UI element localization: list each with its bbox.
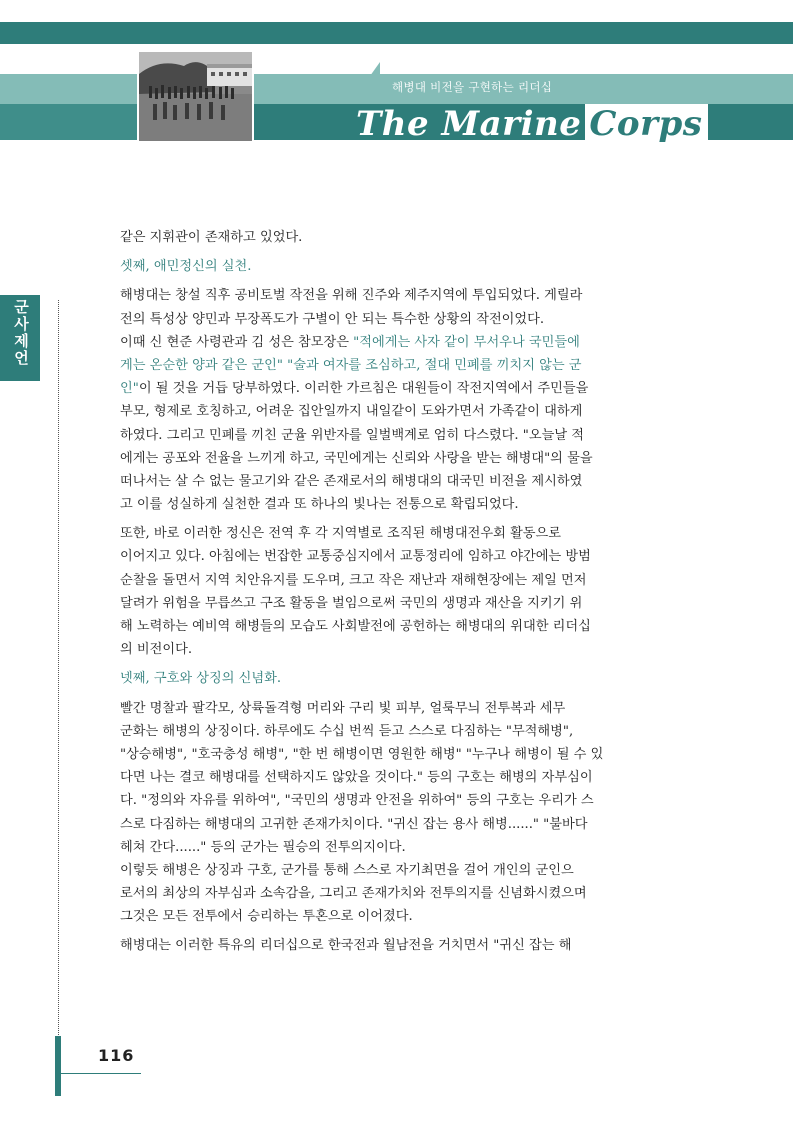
header-left-shade	[0, 104, 140, 140]
text-line	[120, 522, 680, 545]
text-line	[120, 813, 680, 836]
text-segment: 달려가 위험을 무릅쓰고 구조 활동을 벌임으로써 국민의 생명과 재산을 지키기 위	[120, 595, 583, 611]
paragraph	[120, 522, 680, 661]
text-line	[120, 400, 680, 423]
text-segment: 이어지고 있다. 아침에는 번잡한 교통중심지에서 교통정리에 임하고 야간에는 방범	[120, 549, 591, 565]
text-segment: 이렇듯 해병은 상징과 구호, 군가를 통해 스스로 자기최면을 걸어 개인의 군인으	[120, 862, 574, 878]
text-segment: 스로 다짐하는 해병대의 고귀한 존재가치이다. "귀신 잡는 용사 해병......" "불바다	[120, 816, 588, 832]
header-subtitle: 해병대 비전을 구현하는 리더십	[392, 80, 553, 94]
text-segment: 다. "정의와 자유를 위하여", "국민의 생명과 안전을 위하여" 등의 구호는 우리가 스	[120, 793, 594, 809]
text-line	[120, 255, 680, 278]
text-segment: 의 비전이다.	[120, 642, 193, 658]
highlighted-quote: 게는 온순한 양과 같은 군인" "술과 여자를 조심하고, 절대 민폐를 끼치지 않는 군	[120, 357, 582, 373]
text-segment: 떠나서는 살 수 없는 물고기와 같은 존재로서의 해병대의 대국민 비전을 제시하였	[120, 473, 583, 489]
text-segment: 빨간 명찰과 팔각모, 상륙돌격형 머리와 구리 빛 피부, 얼룩무늬 전투복과 세무	[120, 700, 566, 716]
margin-dotted-line	[58, 300, 59, 1035]
text-segment: 순찰을 돌면서 지역 치안유지를 도우며, 크고 작은 재난과 재해현장에는 제일 먼저	[120, 572, 587, 588]
section-heading: 넷째, 구호와 상징의 신념화.	[120, 671, 282, 687]
paragraph	[120, 667, 680, 690]
text-line	[120, 331, 680, 354]
article-body	[120, 226, 680, 958]
text-line	[120, 743, 680, 766]
text-line	[120, 284, 680, 307]
side-tab-label: 군사제언	[12, 299, 30, 367]
text-line	[120, 836, 680, 859]
text-segment: "상승해병", "호국충성 해병", "한 번 해병이면 영원한 해병" "누구나 해병이 될 수 있	[120, 746, 604, 762]
footer-bar	[55, 1036, 61, 1096]
paragraph	[120, 255, 680, 278]
paragraph	[120, 226, 680, 249]
text-segment: 같은 지휘관이 존재하고 있었다.	[120, 230, 303, 245]
paragraph	[120, 697, 680, 929]
text-line	[120, 470, 680, 493]
text-line	[120, 592, 680, 615]
text-line	[120, 905, 680, 928]
text-segment: 또한, 바로 이러한 정신은 전역 후 각 지역별로 조직된 해병대전우회 활동으로	[120, 526, 562, 542]
text-line	[120, 667, 680, 690]
paragraph	[120, 934, 680, 957]
text-line	[120, 493, 680, 516]
text-segment: 이때 신 현준 사령관과 김 성은 참모장은	[120, 334, 354, 350]
text-line	[120, 697, 680, 720]
text-line	[120, 882, 680, 905]
text-line	[120, 545, 680, 568]
marines-training-photo	[139, 52, 252, 141]
text-segment: 고 이를 성실하게 실천한 결과 또 하나의 빛나는 전통으로 확립되었다.	[120, 497, 519, 513]
text-line	[120, 377, 680, 400]
text-segment: 전의 특성상 양민과 무장폭도가 구별이 안 되는 특수한 상황의 작전이었다.	[120, 311, 545, 327]
text-line	[120, 308, 680, 331]
text-line	[120, 934, 680, 957]
paragraph	[120, 284, 680, 516]
text-line	[120, 226, 680, 249]
text-segment: 하였다. 그리고 민폐를 끼친 군율 위반자를 일벌백계로 엄히 다스렸다. "오늘날 적	[120, 427, 585, 443]
text-segment: 군화는 해병의 상징이다. 하루에도 수십 번씩 듣고 스스로 다짐하는 "무적해병",	[120, 723, 574, 739]
highlighted-quote: "적에게는 사자 같이 무서우나 국민들에	[353, 334, 580, 350]
text-line	[120, 615, 680, 638]
section-heading: 셋째, 애민정신의 실천.	[120, 259, 252, 275]
text-segment: 에게는 공포와 전율을 느끼게 하고, 국민에게는 신뢰와 사랑을 받는 해병대"의 물을	[120, 450, 593, 466]
text-line	[120, 424, 680, 447]
side-tab-gap	[40, 295, 48, 381]
header-title-part1: The Marine	[356, 104, 582, 144]
text-segment: 해병대는 창설 직후 공비토벌 작전을 위해 진주와 제주지역에 투입되었다. 게릴라	[120, 288, 583, 304]
header-photo	[137, 50, 254, 143]
text-line	[120, 354, 680, 377]
text-line	[120, 766, 680, 789]
text-line	[120, 859, 680, 882]
text-line	[120, 638, 680, 661]
text-segment: 해 노력하는 예비역 해병들의 모습도 사회발전에 공헌하는 해병대의 위대한 리더십	[120, 619, 591, 634]
text-line	[120, 447, 680, 470]
text-line	[120, 569, 680, 592]
footer-rule	[61, 1073, 141, 1074]
page-number: 116	[98, 1046, 135, 1065]
text-segment: 해병대는 이러한 특유의 리더십으로 한국전과 월남전을 거치면서 "귀신 잡는 해	[120, 938, 572, 954]
header-title-part2: Corps	[585, 104, 708, 144]
text-line	[120, 720, 680, 743]
text-line	[120, 789, 680, 812]
side-tab	[0, 295, 42, 381]
header-title	[356, 104, 708, 144]
text-segment: 다면 나는 결코 해병대를 선택하지도 않았을 것이다." 등의 구호는 해병의 자부심이	[120, 770, 593, 786]
text-segment: 부모, 형제로 호칭하고, 어려운 집안일까지 내일같이 도와가면서 가족같이 대하게	[120, 404, 583, 420]
text-segment: 그것은 모든 전투에서 승리하는 투혼으로 이어졌다.	[120, 909, 413, 925]
text-segment: 로서의 최상의 자부심과 소속감을, 그리고 존재가치와 전투의지를 신념화시켰으며	[120, 886, 587, 902]
text-segment: 헤쳐 간다......" 등의 군가는 필승의 전투의지이다.	[120, 839, 406, 855]
header-wedge	[350, 62, 380, 104]
text-segment: 이 될 것을 거듭 당부하였다. 이러한 가르침은 대원들이 작전지역에서 주민들을	[138, 381, 589, 397]
header-top-bar	[0, 22, 793, 44]
highlighted-quote: 인"	[120, 381, 139, 397]
